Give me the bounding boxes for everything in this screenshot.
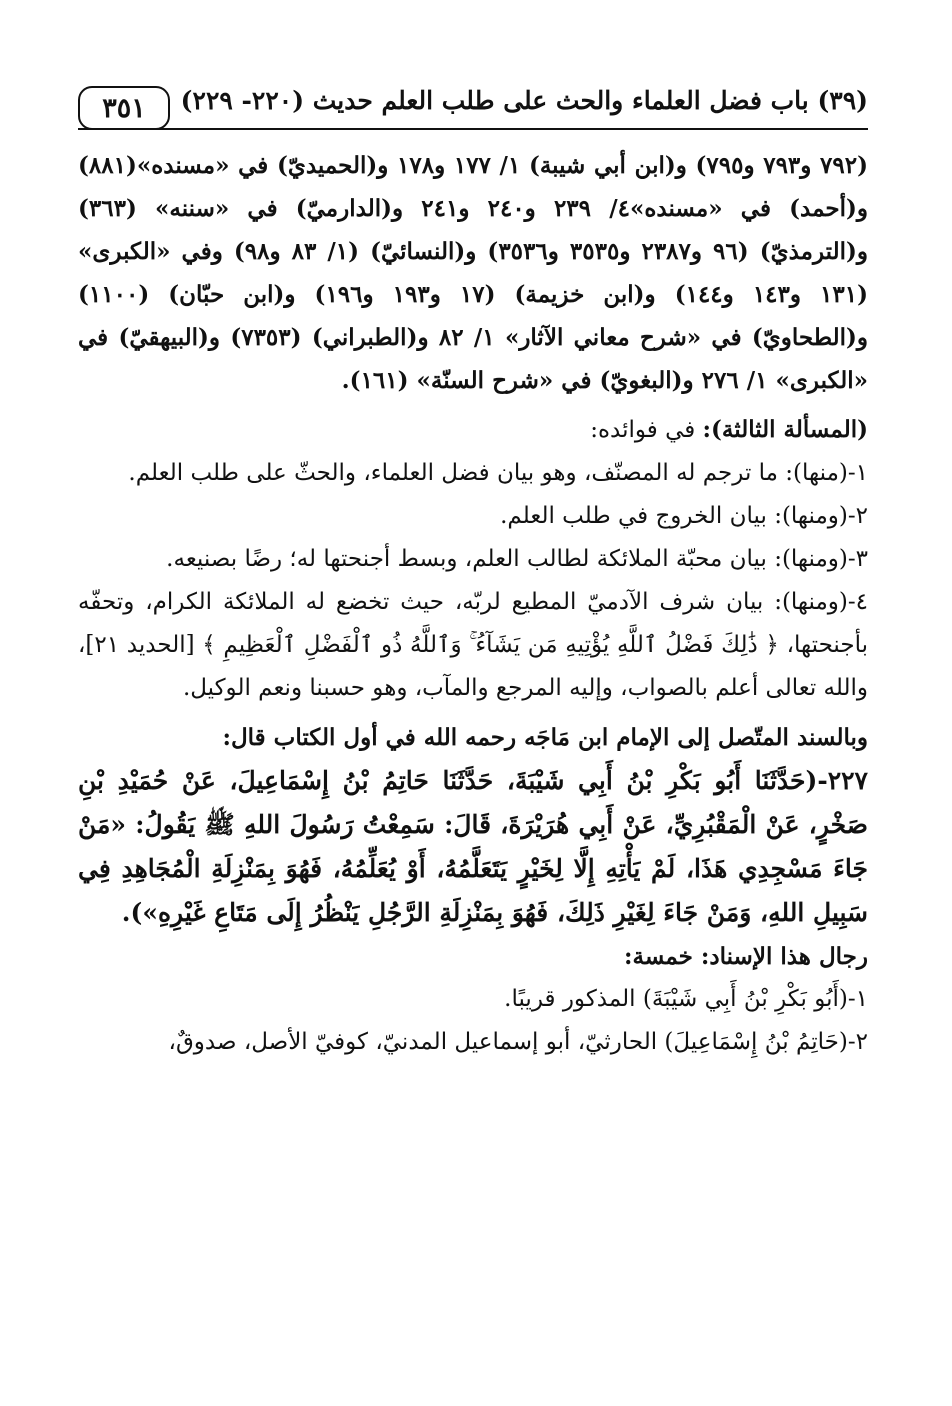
issue-label: (المسألة الثالثة): xyxy=(702,416,868,443)
references-paragraph: (٧٩٢ و٧٩٣ و٧٩٥) و(ابن أبي شيبة) ١/ ١٧٧ و١٧٨ و(الحميديّ) في «مسنده»(٨٨١) و(أحمد) في «مسنده»٤/ ٢٣٩ و٢٤٠ و٢٤١ و(الدارميّ) في «سننه» (٣٦٣) و(الترمذيّ) (٩٦ و٢٣٨٧ و٣٥٣٥ و٣٥٣٦) و(النسائيّ) (١/ ٨٣ و٩٨) وفي «الكبرى» (١٣١ و١٤٣ و١٤٤) و(ابن خزيمة) (١٧ و١٩٣ و١٩٦) و(ابن حبّان) (١١٠٠) و(الطحاويّ) في «شرح معاني الآثار» ١/ ٨٢ و(الطبراني) (٧٣٥٣) و(البيهقيّ) في «الكبرى» ١/ ٢٧٦ و(البغويّ) في «شرح السنّة» (١٦١). xyxy=(78,152,868,394)
narrator-2: ٢-(حَاتِمُ بْنُ إِسْمَاعِيلَ) الحارثيّ، أبو إسماعيل المدنيّ، كوفيّ الأصل، صدوقٌ، xyxy=(168,1029,868,1055)
narrator-1: ١-(أَبُو بَكْرِ بْنُ أَبِي شَيْبَةَ) المذكور قريبًا. xyxy=(504,986,868,1012)
benefit-4: ٤-(ومنها): بيان شرف الآدميّ المطيع لربّه، حيث تخضع له الملائكة الكرام، وتحفّه بأجنحتها، ﴿ ذَٰلِكَ فَضْلُ ٱللَّهِ يُؤْتِيهِ مَن يَشَآءُ ۚ وَٱللَّهُ ذُو ٱلْفَضْلِ ٱلْعَظِيمِ ﴾ [الحديد ٢١]، والله تعالى أعلم بالصواب، وإليه المرجع والمآب، وهو حسبنا ونعم الوكيل. xyxy=(78,589,868,701)
page-number: ٣٥١ xyxy=(78,86,170,130)
page-header xyxy=(78,78,868,130)
issue-heading xyxy=(78,408,868,452)
benefit-1: ١-(منها): ما ترجم له المصنّف، وهو بيان فضل العلماء، والحثّ على طلب العلم. xyxy=(128,460,868,486)
chain-intro: وبالسند المتّصل إلى الإمام ابن مَاجَه رحمه الله في أول الكتاب قال: xyxy=(222,724,868,751)
chapter-title: (٣٩) باب فضل العلماء والحث على طلب العلم حديث (٢٢٠- ٢٢٩) xyxy=(180,86,868,115)
hadith-227: ٢٢٧-(حَدَّثَنَا أَبُو بَكْرِ بْنُ أَبِي شَيْبَةَ، حَدَّثَنَا حَاتِمُ بْنُ إِسْمَاعِيلَ، عَنْ حُمَيْدِ بْنِ صَخْرٍ، عَنْ الْمَقْبُرِيِّ، عَنْ أَبِي هُرَيْرَةَ، قَالَ: سَمِعْتُ رَسُولَ اللهِ ﷺ يَقُولُ: «مَنْ جَاءَ مَسْجِدِي هَذَا، لَمْ يَأْتِهِ إِلَّا لِخَيْرٍ يَتَعَلَّمُهُ، أَوْ يُعَلِّمُهُ، فَهُوَ بِمَنْزِلَةِ الْمُجَاهِدِ فِي سَبِيلِ اللهِ، وَمَنْ جَاءَ لِغَيْرِ ذَلِكَ، فَهُوَ بِمَنْزِلَةِ الرَّجُلِ يَنْظُرُ إِلَى مَتَاعِ غَيْرِهِ»). xyxy=(78,766,868,927)
issue-text: في فوائده: xyxy=(590,417,703,443)
benefit-3: ٣-(ومنها): بيان محبّة الملائكة لطالب العلم، وبسط أجنحتها له؛ رضًا بصنيعه. xyxy=(166,546,868,572)
page-content xyxy=(78,144,868,1064)
benefit-2: ٢-(ومنها): بيان الخروج في طلب العلم. xyxy=(500,503,868,529)
book-page xyxy=(78,78,868,1368)
narrators-heading: رجال هذا الإسناد: خمسة: xyxy=(624,943,868,970)
